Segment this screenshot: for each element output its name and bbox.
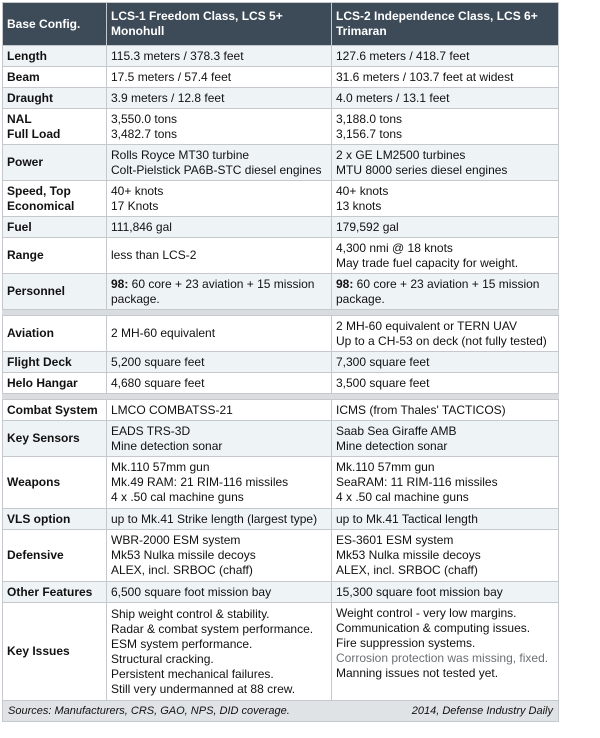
lcs2-value — [332, 316, 559, 352]
row-label: Personnel — [3, 274, 107, 310]
footer-cell — [3, 701, 559, 722]
value-line: Colt-Pielstick PA6B-STC diesel engines — [111, 162, 322, 177]
header-lcs1: LCS-1 Freedom Class, LCS 5+ Monohull — [107, 3, 332, 46]
lcs1-value: less than LCS-2 — [107, 238, 332, 274]
lcs1-value: 2 MH-60 equivalent — [107, 316, 332, 352]
value-line: Structural cracking. — [111, 651, 214, 666]
row-helo-hangar — [3, 373, 559, 394]
value-line: Mk.110 57mm gun — [111, 460, 210, 474]
row-defensive — [3, 530, 559, 582]
row-label-line: Full Load — [7, 126, 61, 141]
row-key-issues — [3, 603, 559, 701]
row-aviation — [3, 316, 559, 352]
lcs2-value: 7,300 square feet — [332, 352, 559, 373]
value-line: 3,482.7 tons — [111, 126, 178, 141]
lcs2-value — [332, 181, 559, 217]
row-fuel — [3, 217, 559, 238]
value-line: 3,550.0 tons — [111, 111, 178, 126]
lcs2-value — [332, 238, 559, 274]
row-label-line: NAL — [7, 111, 32, 126]
value-line: Rolls Royce MT30 turbine — [111, 147, 250, 162]
lcs2-value — [332, 421, 559, 457]
row-power — [3, 145, 559, 181]
lcs1-value: 111,846 gal — [107, 217, 332, 238]
row-weapons — [3, 457, 559, 509]
value-line: Manning issues not tested yet. — [336, 666, 499, 680]
value-line: Mk53 Nulka missile decoys — [336, 548, 481, 562]
lcs1-value: 115.3 meters / 378.3 feet — [107, 46, 332, 67]
lcs2-value: 4.0 meters / 13.1 feet — [332, 88, 559, 109]
row-label: Defensive — [3, 530, 107, 582]
row-vls-option — [3, 509, 559, 530]
value-line: ALEX, incl. SRBOC (chaff) — [111, 563, 253, 577]
lcs1-value: up to Mk.41 Strike length (largest type) — [107, 509, 332, 530]
row-label: Draught — [3, 88, 107, 109]
credit-note: 2014, Defense Industry Daily — [411, 704, 553, 717]
lcs1-value — [107, 274, 332, 310]
lcs1-value: 6,500 square foot mission bay — [107, 582, 332, 603]
value-line: Communication & computing issues. — [336, 621, 531, 635]
row-speed — [3, 181, 559, 217]
lcs2-value: 3,500 square feet — [332, 373, 559, 394]
row-label — [3, 109, 107, 145]
lcs1-value — [107, 145, 332, 181]
value-line: Saab Sea Giraffe AMB — [336, 423, 457, 438]
row-label: VLS option — [3, 509, 107, 530]
row-range — [3, 238, 559, 274]
value-line: May trade fuel capacity for weight. — [336, 255, 519, 270]
row-label-line: Economical — [7, 198, 75, 213]
lcs1-value: 5,200 square feet — [107, 352, 332, 373]
table-header — [3, 3, 559, 46]
value-line: 17 Knots — [111, 198, 159, 213]
value-line: Fire suppression systems. — [336, 636, 476, 650]
value-line: Still very undermanned at 88 crew. — [111, 681, 296, 696]
lcs1-value: LMCO COMBATSS-21 — [107, 400, 332, 421]
crew-count: 98: — [111, 276, 129, 291]
lcs2-value — [332, 603, 559, 701]
sources-note: Sources: Manufacturers, CRS, GAO, NPS, DID coverage. — [8, 704, 290, 717]
crew-breakdown: 60 core + 23 aviation + 15 mission package. — [111, 276, 315, 306]
header-lcs2: LCS-2 Independence Class, LCS 6+ Trimaran — [332, 3, 559, 46]
row-label: Combat System — [3, 400, 107, 421]
lcs2-value: up to Mk.41 Tactical length — [332, 509, 559, 530]
row-personnel — [3, 274, 559, 310]
value-line: ALEX, incl. SRBOC (chaff) — [336, 563, 478, 577]
row-key-sensors — [3, 421, 559, 457]
row-label — [3, 181, 107, 217]
row-label: Length — [3, 46, 107, 67]
lcs-comparison-table — [2, 2, 559, 722]
lcs2-value — [332, 274, 559, 310]
row-beam — [3, 67, 559, 88]
value-line: 13 knots — [336, 198, 382, 213]
lcs2-value: 15,300 square foot mission bay — [332, 582, 559, 603]
lcs2-value: 127.6 meters / 418.7 feet — [332, 46, 559, 67]
value-line: 2 x GE LM2500 turbines — [336, 147, 466, 162]
value-line: 2 MH-60 equivalent or TERN UAV — [336, 318, 517, 333]
value-line: Up to a CH-53 on deck (not fully tested) — [336, 333, 547, 348]
row-draught — [3, 88, 559, 109]
row-label: Aviation — [3, 316, 107, 352]
row-length — [3, 46, 559, 67]
value-line: 3,188.0 tons — [336, 111, 403, 126]
value-line: WBR-2000 ESM system — [111, 533, 241, 547]
value-line: Mk53 Nulka missile decoys — [111, 548, 256, 562]
lcs1-value — [107, 530, 332, 582]
value-line: 40+ knots — [111, 183, 164, 198]
value-line: 4,300 nmi @ 18 knots — [336, 240, 453, 255]
lcs2-value — [332, 145, 559, 181]
row-label: Other Features — [3, 582, 107, 603]
lcs1-value — [107, 603, 332, 701]
row-other-features — [3, 582, 559, 603]
value-line: 4 x .50 cal machine guns — [336, 490, 469, 504]
lcs2-value: 179,592 gal — [332, 217, 559, 238]
lcs1-value — [107, 181, 332, 217]
header-base-config: Base Config. — [3, 3, 107, 46]
lcs2-value: ICMS (from Thales' TACTICOS) — [332, 400, 559, 421]
value-line: SeaRAM: 11 RIM-116 missiles — [336, 475, 498, 489]
row-label: Beam — [3, 67, 107, 88]
value-line: 4 x .50 cal machine guns — [111, 490, 244, 504]
row-nal — [3, 109, 559, 145]
row-label: Key Issues — [3, 603, 107, 701]
row-label-line: Speed, Top — [7, 183, 71, 198]
value-line: Mine detection sonar — [336, 438, 448, 453]
row-label: Range — [3, 238, 107, 274]
lcs2-value: 31.6 meters / 103.7 feet at widest — [332, 67, 559, 88]
value-line: MTU 8000 series diesel engines — [336, 162, 508, 177]
value-line: Mk.49 RAM: 21 RIM-116 missiles — [111, 475, 289, 489]
value-line: Radar & combat system performance. — [111, 621, 314, 636]
crew-count: 98: — [336, 276, 354, 291]
header-row — [3, 3, 559, 46]
row-label: Fuel — [3, 217, 107, 238]
row-combat-system — [3, 400, 559, 421]
row-label: Power — [3, 145, 107, 181]
lcs2-value — [332, 457, 559, 509]
value-line: Mk.110 57mm gun — [336, 460, 435, 474]
row-flight-deck — [3, 352, 559, 373]
value-line: ES-3601 ESM system — [336, 533, 454, 547]
row-label: Helo Hangar — [3, 373, 107, 394]
value-line: 3,156.7 tons — [336, 126, 403, 141]
value-line: 40+ knots — [336, 183, 389, 198]
row-label: Flight Deck — [3, 352, 107, 373]
row-label: Key Sensors — [3, 421, 107, 457]
row-label: Weapons — [3, 457, 107, 509]
value-line: EADS TRS-3D — [111, 423, 191, 438]
lcs1-value: 4,680 square feet — [107, 373, 332, 394]
table-footer — [3, 701, 559, 722]
lcs1-value — [107, 109, 332, 145]
lcs1-value: 17.5 meters / 57.4 feet — [107, 67, 332, 88]
lcs1-value: 3.9 meters / 12.8 feet — [107, 88, 332, 109]
crew-breakdown: 60 core + 23 aviation + 15 mission package. — [336, 276, 540, 306]
lcs1-value — [107, 457, 332, 509]
value-line: Persistent mechanical failures. — [111, 666, 274, 681]
lcs1-value — [107, 421, 332, 457]
value-line: Weight control - very low margins. — [336, 606, 517, 620]
value-line: Ship weight control & stability. — [111, 606, 270, 621]
lcs2-value — [332, 530, 559, 582]
value-line-resolved: Corrosion protection was missing, fixed. — [336, 651, 549, 665]
value-line: Mine detection sonar — [111, 438, 223, 453]
value-line: ESM system performance. — [111, 636, 253, 651]
lcs2-value — [332, 109, 559, 145]
